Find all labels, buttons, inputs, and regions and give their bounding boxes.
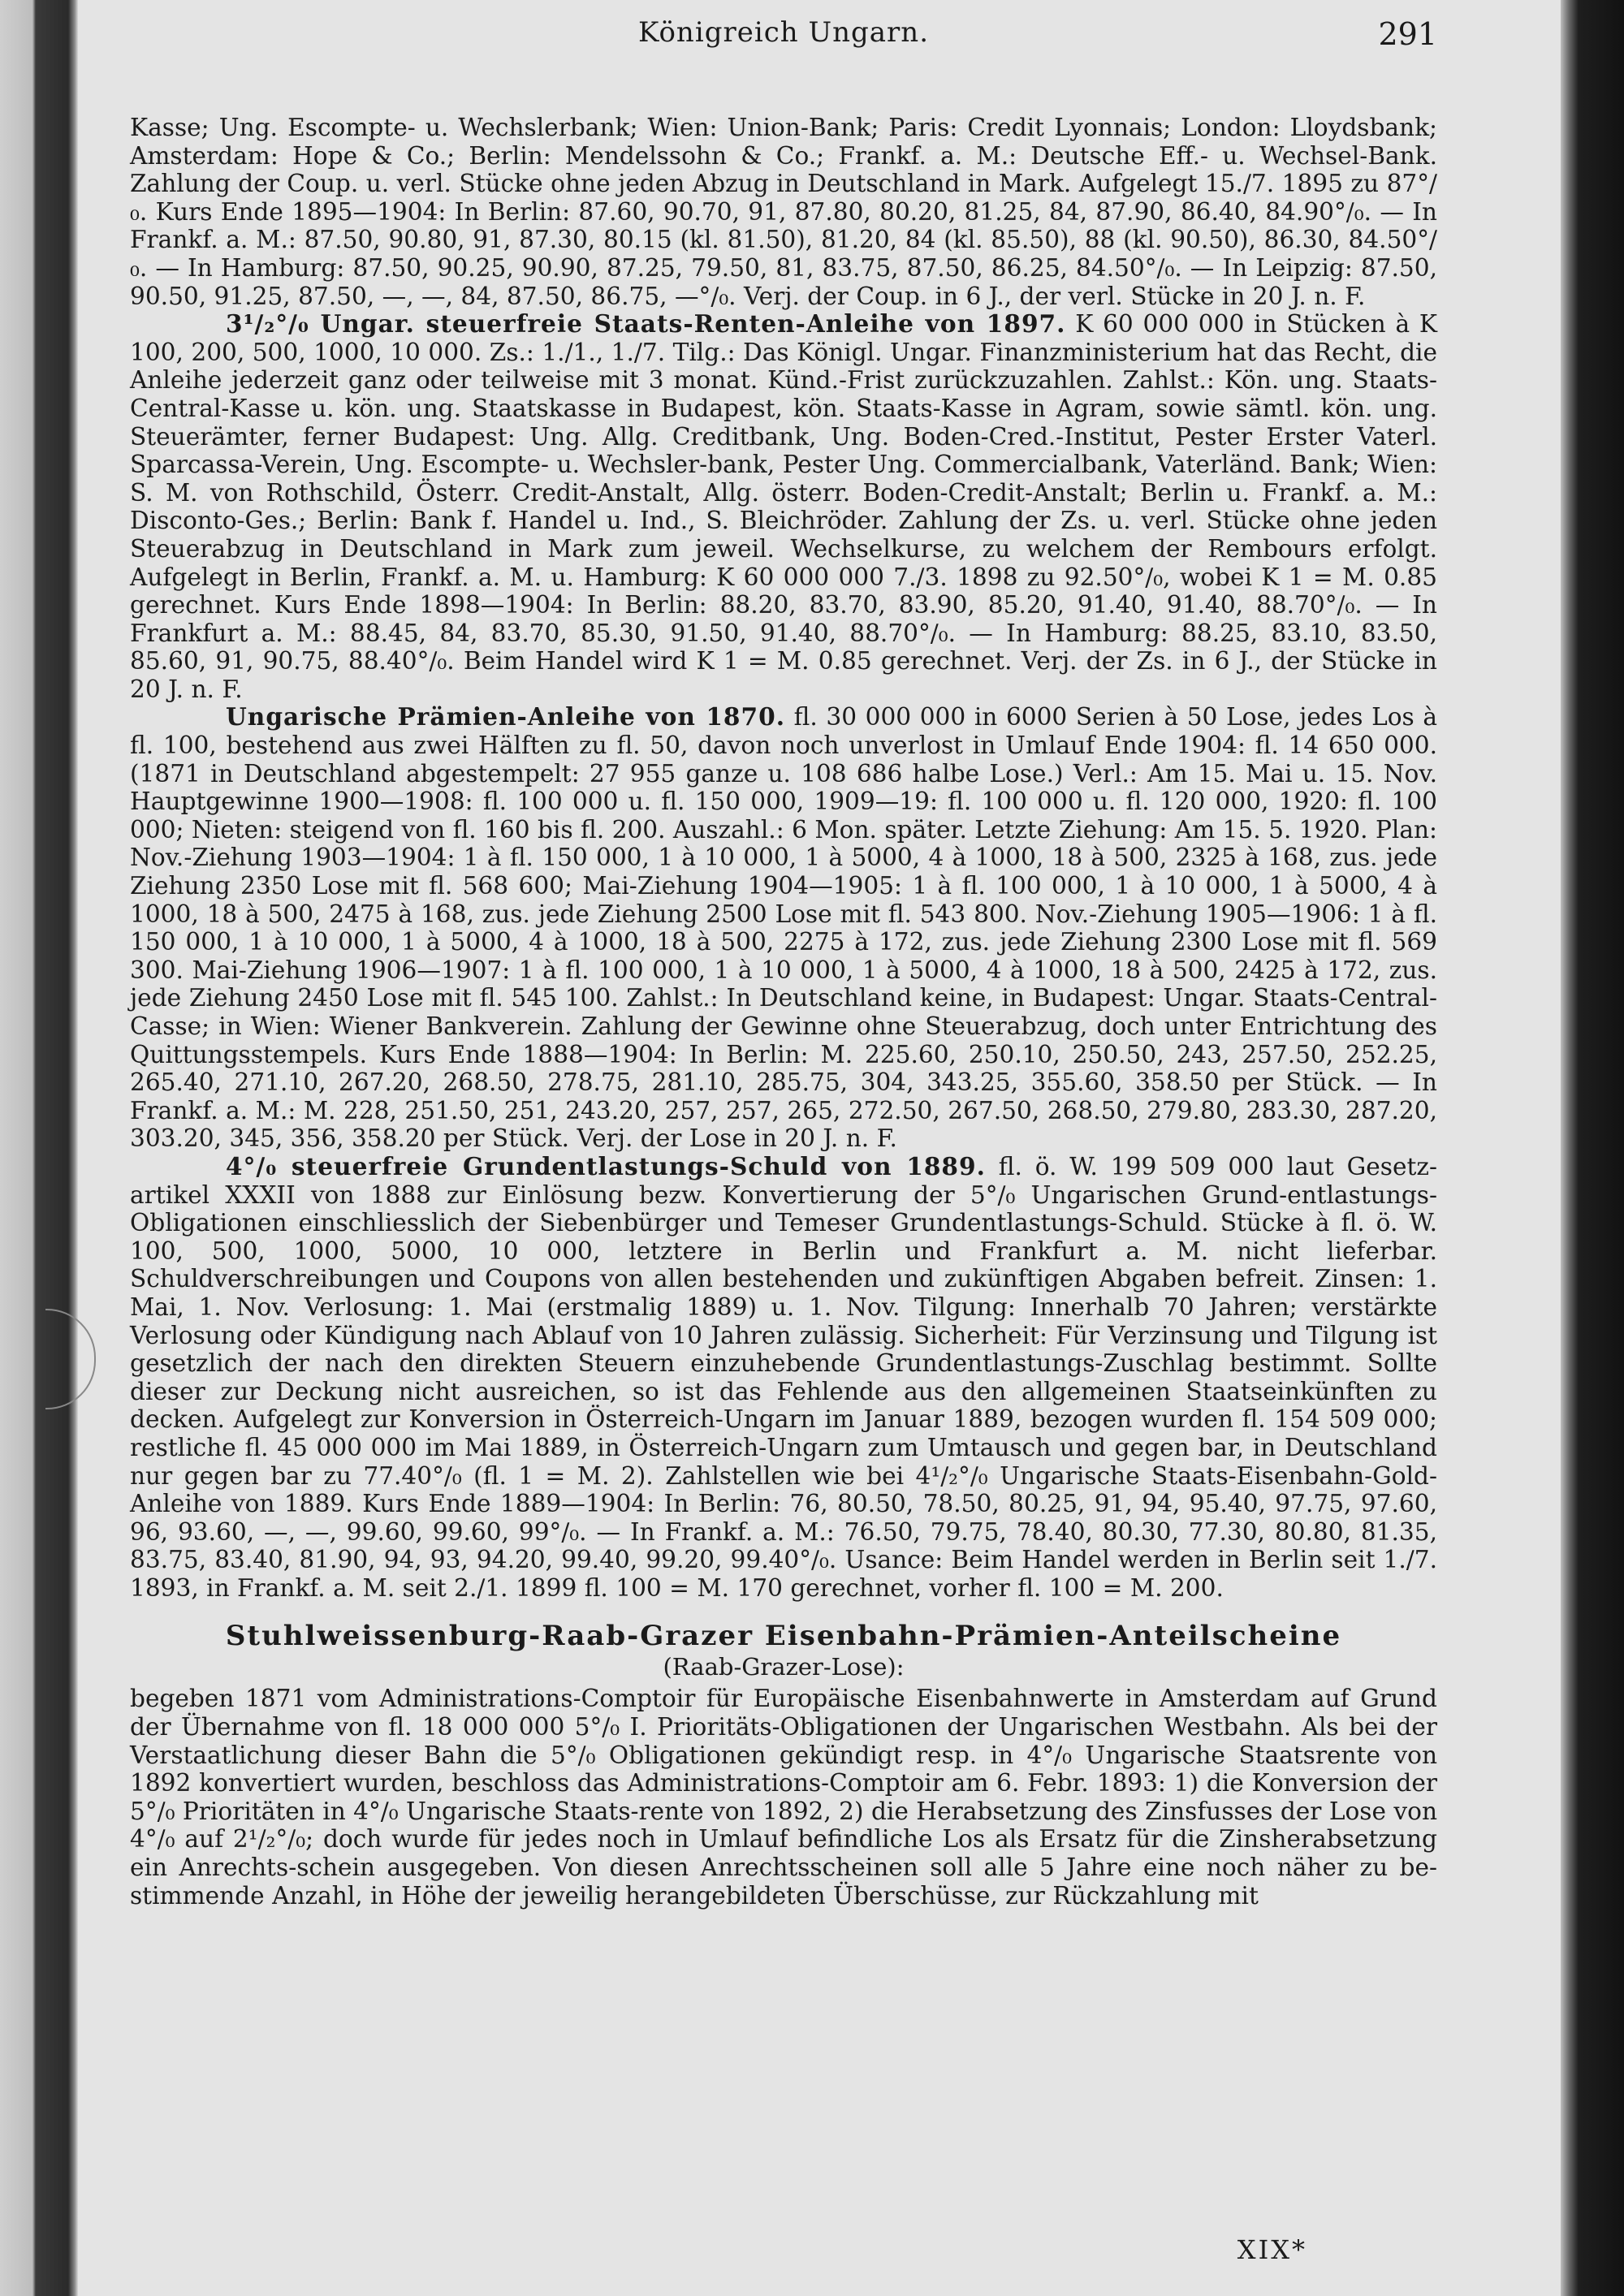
running-head: [130, 16, 1437, 63]
paragraph: [130, 1685, 1437, 1910]
entry-heading: 4°/₀ steuerfreie Grundentlastungs-Schuld von 1889.: [226, 1151, 986, 1180]
paragraph: [130, 114, 1437, 310]
paragraph-text: K 60 000 000 in Stücken à K 100, 200, 500, 1000, 10 000. Zs.: 1./1., 1./7. Tilg.: Das Königl. Ungar. Finanzministerium hat das Recht, die Anleihe jederzeit ganz oder teilweise mit 3 monat. Künd.-Frist zurückzuzahlen. Zahlst.: Kön. ung. Staats-Central-Kasse u. kön. ung. Staatskasse in Budapest, kön. Staats-Kasse in Agram, sowie sämtl. kön. ung. Steuerämter, ferner Budapest: Ung. Allg. Creditbank, Ung. Boden-Cred.-Institut, Pester Erster Vaterl. Sparcassa-Verein, Ung. Escompte- u. Wechsler-bank, Pester Ung. Commercialbank, Vaterländ. Bank; Wien: S. M. von Rothschild, Österr. Credit-Anstalt, Allg. österr. Boden-Credit-Anstalt; Berlin u. Frankf. a. M.: Disconto-Ges.; Berlin: Bank f. Handel u. Ind., S. Bleichröder. Zahlung der Zs. u. verl. Stücke ohne jeden Steuerabzug in Deutschland in Mark zum jeweil. Wechselkurse, zu welchem der Rembours erfolgt. Aufgelegt in Berlin, Frankf. a. M. u. Hamburg: K 60 000 000 7./3. 1898 zu 92.50°/₀, wobei K 1 = M. 0.85 gerechnet. Kurs Ende 1898—1904: In Berlin: 88.20, 83.70, 83.90, 85.20, 91.40, 91.40, 88.70°/₀. — In Frankfurt a. M.: 88.45, 84, 83.70, 85.30, 91.50, 91.40, 88.70°/₀. — In Hamburg: 88.25, 83.10, 83.50, 85.60, 91, 90.75, 88.40°/₀. Beim Handel wird K 1 = M. 0.85 gerechnet. Verj. der Zs. in 6 J., der Stücke in 20 J. n. F.: [130, 310, 1437, 703]
paragraph: [130, 1153, 1437, 1603]
running-title: Königreich Ungarn.: [637, 16, 930, 49]
paper-mark: [45, 1309, 96, 1409]
section-subtitle: (Raab-Grazer-Lose):: [663, 1653, 905, 1681]
paragraph: [130, 310, 1437, 703]
body-text: [130, 114, 1437, 1910]
paragraph-text: fl. ö. W. 199 509 000 laut Gesetz-artikel XXXII von 1888 zur Einlösung bezw. Konvertierung der 5°/₀ Ungarischen Grund-entlastungs-Obligationen einschliesslich der Siebenbürger und Temeser Grundentlastungs-Schuld. Stücke à fl. ö. W. 100, 500, 1000, 5000, 10 000, letztere in Berlin und Frankfurt a. M. nicht lieferbar. Schuldverschreibungen und Coupons von allen bestehenden und zukünftigen Abgaben befreit. Zinsen: 1. Mai, 1. Nov. Verlosung: 1. Mai (erstmalig 1889) u. 1. Nov. Tilgung: Innerhalb 70 Jahren; verstärkte Verlosung oder Kündigung nach Ablauf von 10 Jahren zulässig. Sicherheit: Für Verzinsung und Tilgung ist gesetzlich der nach den direkten Steuern einzuhebende Grundentlastungs-Zuschlag bestimmt. Sollte dieser zur Deckung nicht ausreichen, so ist das Fehlende aus den allgemeinen Staatseinkünften zu decken. Aufgelegt zur Konversion in Österreich-Ungarn im Januar 1889, bezogen wurden fl. 154 509 000; restliche fl. 45 000 000 im Mai 1889, in Österreich-Ungarn zum Umtausch und gegen bar, in Deutschland nur gegen bar zu 77.40°/₀ (fl. 1 = M. 2). Zahlstellen wie bei 4¹/₂°/₀ Ungarische Staats-Eisenbahn-Gold-Anleihe von 1889. Kurs Ende 1889—1904: In Berlin: 76, 80.50, 78.50, 80.25, 91, 94, 95.40, 97.75, 97.60, 96, 93.60, —, —, 99.60, 99.60, 99°/₀. — In Frankf. a. M.: 76.50, 79.75, 78.40, 80.30, 77.30, 80.80, 81.35, 83.75, 83.40, 81.90, 94, 93, 94.20, 99.40, 99.20, 99.40°/₀. Usance: Beim Handel werden in Berlin seit 1./7. 1893, in Frankf. a. M. seit 2./1. 1899 fl. 100 = M. 170 gerechnet, vorher fl. 100 = M. 200.: [130, 1152, 1437, 1602]
paragraph: [130, 703, 1437, 1153]
book-gutter: [0, 0, 78, 2296]
page-content: [130, 16, 1437, 2281]
section-title: Stuhlweissenburg-Raab-Grazer Eisenbahn-Prämien-Anteilscheine: [225, 1620, 1342, 1653]
paragraph-text: fl. 30 000 000 in 6000 Serien à 50 Lose, jedes Los à fl. 100, bestehend aus zwei Hälften zu fl. 50, davon noch unverlost in Umlauf Ende 1904: fl. 14 650 000. (1871 in Deutschland abgestempelt: 27 955 ganze u. 108 686 halbe Lose.) Verl.: Am 15. Mai u. 15. Nov. Hauptgewinne 1900—1908: fl. 100 000 u. fl. 150 000, 1909—19: fl. 100 000 u. fl. 120 000, 1920: fl. 100 000; Nieten: steigend von fl. 160 bis fl. 200. Auszahl.: 6 Mon. später. Letzte Ziehung: Am 15. 5. 1920. Plan: Nov.-Ziehung 1903—1904: 1 à fl. 150 000, 1 à 10 000, 1 à 5000, 4 à 1000, 18 à 500, 2325 à 168, zus. jede Ziehung 2350 Lose mit fl. 568 600; Mai-Ziehung 1904—1905: 1 à fl. 100 000, 1 à 10 000, 1 à 5000, 4 à 1000, 18 à 500, 2475 à 168, zus. jede Ziehung 2500 Lose mit fl. 543 800. Nov.-Ziehung 1905—1906: 1 à fl. 150 000, 1 à 10 000, 1 à 5000, 4 à 1000, 18 à 500, 2275 à 172, zus. jede Ziehung 2300 Lose mit fl. 569 300. Mai-Ziehung 1906—1907: 1 à fl. 100 000, 1 à 10 000, 1 à 5000, 4 à 1000, 18 à 500, 2425 à 172, zus. jede Ziehung 2450 Lose mit fl. 545 100. Zahlst.: In Deutschland keine, in Budapest: Ungar. Staats-Central-Casse; in Wien: Wiener Bankverein. Zahlung der Gewinne ohne Steuerabzug, doch unter Entrichtung des Quittungsstempels. Kurs Ende 1888—1904: In Berlin: M. 225.60, 250.10, 250.50, 243, 257.50, 252.25, 265.40, 271.10, 267.20, 268.50, 278.75, 281.10, 285.75, 304, 343.25, 355.60, 358.50 per Stück. — In Frankf. a. M.: M. 228, 251.50, 251, 243.20, 257, 257, 265, 272.50, 267.50, 268.50, 279.80, 283.30, 287.20, 303.20, 345, 356, 358.20 per Stück. Verj. der Lose in 20 J. n. F.: [130, 703, 1437, 1153]
page-number: 291: [1378, 16, 1437, 52]
entry-heading: 3¹/₂°/₀ Ungar. steuerfreie Staats-Renten-Anleihe von 1897.: [226, 309, 1066, 339]
paragraph-text: Kasse; Ung. Escompte- u. Wechslerbank; Wien: Union-Bank; Paris: Credit Lyonnais; London: Lloydsbank; Amsterdam: Hope & Co.; Berlin: Mendelssohn & Co.; Frankf. a. M.: Deutsche Eff.- u. Wechsel-Bank. Zahlung der Coup. u. verl. Stücke ohne jeden Abzug in Deutschland in Mark. Aufgelegt 15./7. 1895 zu 87°/₀. Kurs Ende 1895—1904: In Berlin: 87.60, 90.70, 91, 87.80, 80.20, 81.25, 84, 87.90, 86.40, 84.90°/₀. — In Frankf. a. M.: 87.50, 90.80, 91, 87.30, 80.15 (kl. 81.50), 81.20, 84 (kl. 85.50), 88 (kl. 90.50), 86.30, 84.50°/₀. — In Hamburg: 87.50, 90.25, 90.90, 87.25, 79.50, 81, 83.75, 87.50, 86.25, 84.50°/₀. — In Leipzig: 87.50, 90.50, 91.25, 87.50, —, —, 84, 87.50, 86.75, —°/₀. Verj. der Coup. in 6 J., der verl. Stücke in 20 J. n. F.: [130, 114, 1437, 310]
entry-heading: Ungarische Prämien-Anleihe von 1870.: [226, 702, 786, 732]
signature-mark: XIX*: [1237, 2234, 1307, 2265]
paragraph-text: begeben 1871 vom Administrations-Comptoir für Europäische Eisenbahnwerte in Amsterdam auf Grund der Übernahme von fl. 18 000 000 5°/₀ I. Prioritäts-Obligationen der Ungarischen Westbahn. Als bei der Verstaatlichung dieser Bahn die 5°/₀ Obligationen gekündigt resp. in 4°/₀ Ungarische Staatsrente von 1892 konvertiert wurden, beschloss das Administrations-Comptoir am 6. Febr. 1893: 1) die Konversion der 5°/₀ Prioritäten in 4°/₀ Ungarische Staats-rente von 1892, 2) die Herabsetzung des Zinsfusses der Lose von 4°/₀ auf 2¹/₂°/₀; doch wurde für jedes noch in Umlauf befindliche Los als Ersatz für die Zinsherabsetzung ein Anrechts-schein ausgegeben. Von diesen Anrechtsscheinen soll alle 5 Jahre eine noch näher zu be-stimmende Anzahl, in Höhe der jeweilig herangebildeten Überschüsse, zur Rückzahlung mit: [130, 1685, 1437, 1910]
page-edge-shadow: [1561, 0, 1624, 2296]
